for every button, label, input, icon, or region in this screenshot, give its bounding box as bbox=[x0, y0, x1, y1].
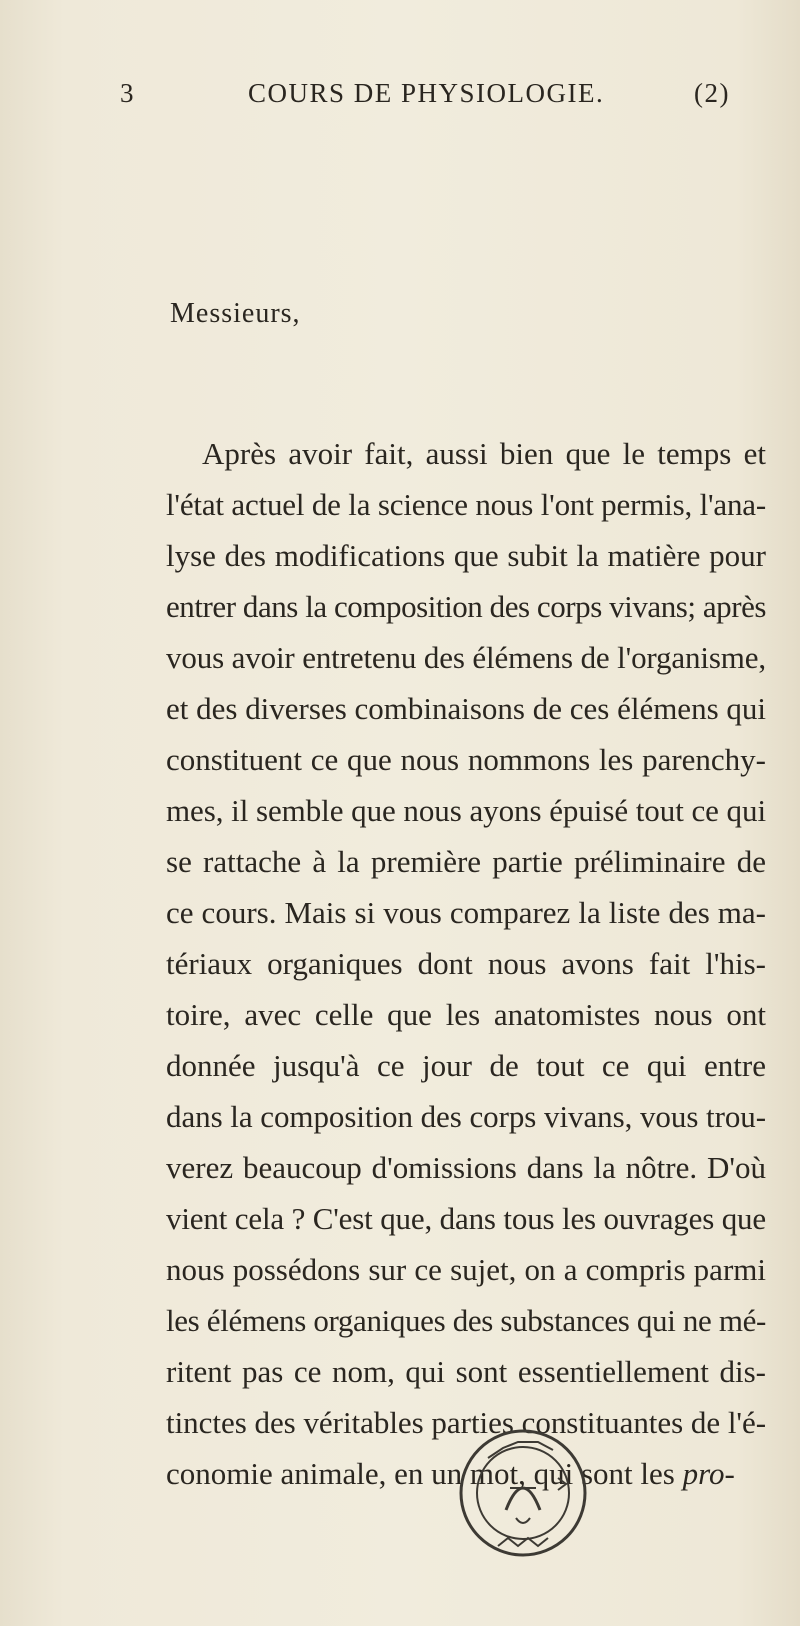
body-paragraph bbox=[166, 428, 766, 1499]
text-line bbox=[166, 1142, 766, 1193]
text-line-content: et des diverses combinaisons de ces élémens qui bbox=[166, 691, 766, 726]
text-line bbox=[166, 734, 766, 785]
text-line-content: verez beaucoup d'omissions dans la nôtre. D'où bbox=[166, 1150, 766, 1185]
text-line-content: ritent pas ce nom, qui sont essentiellement dis- bbox=[166, 1354, 766, 1389]
text-line-content: entrer dans la composition des corps vivans; après bbox=[166, 589, 767, 624]
text-line bbox=[166, 887, 766, 938]
text-line-content: toire, avec celle que les anatomistes nous ont bbox=[166, 997, 766, 1032]
text-line bbox=[166, 836, 766, 887]
running-header bbox=[0, 78, 800, 118]
page-number: (2) bbox=[694, 78, 730, 108]
text-line-content: Après avoir fait, aussi bien que le temps et bbox=[202, 436, 766, 471]
text-line-content: lyse des modifications que subit la matière pour bbox=[166, 538, 766, 573]
salutation: Messieurs, bbox=[170, 298, 301, 329]
text-line-content: tinctes des véritables parties constituantes de l'é- bbox=[166, 1405, 766, 1440]
text-line bbox=[166, 581, 766, 632]
text-line-content: l'état actuel de la science nous l'ont permis, l'ana- bbox=[166, 487, 767, 522]
text-line-content: dans la composition des corps vivans, vous trou- bbox=[166, 1099, 766, 1134]
text-line-content: conomie animale, en un mot, qui sont les bbox=[166, 1456, 675, 1491]
text-line bbox=[166, 632, 766, 683]
text-line-content: nous possédons sur ce sujet, on a compris parmi bbox=[166, 1252, 766, 1287]
text-line-content: les élémens organiques des substances qui ne mé- bbox=[166, 1303, 766, 1338]
text-line bbox=[166, 1346, 766, 1397]
text-line-content: mes, il semble que nous ayons épuisé tout ce qui bbox=[166, 793, 766, 828]
library-stamp-icon bbox=[448, 1418, 598, 1568]
text-line bbox=[166, 428, 766, 479]
text-line bbox=[166, 1193, 766, 1244]
text-line bbox=[166, 989, 766, 1040]
text-line bbox=[166, 479, 766, 530]
text-line-content: donnée jusqu'à ce jour de tout ce qui entre bbox=[166, 1048, 766, 1083]
text-line-content: ce cours. Mais si vous comparez la liste des ma- bbox=[166, 895, 766, 930]
text-line-content: vous avoir entretenu des élémens de l'organisme, bbox=[166, 640, 766, 675]
text-line-content: se rattache à la première partie préliminaire de bbox=[166, 844, 766, 879]
header-title: COURS DE PHYSIOLOGIE. bbox=[248, 78, 605, 108]
signature-mark: 3 bbox=[120, 78, 135, 108]
text-line bbox=[166, 785, 766, 836]
text-line bbox=[166, 1295, 766, 1346]
text-line bbox=[166, 530, 766, 581]
text-line-content: vient cela ? C'est que, dans tous les ouvrages que bbox=[166, 1201, 766, 1236]
text-line-content: tériaux organiques dont nous avons fait l'his- bbox=[166, 946, 766, 981]
text-line bbox=[166, 1244, 766, 1295]
text-line bbox=[166, 683, 766, 734]
text-line bbox=[166, 1040, 766, 1091]
text-line bbox=[166, 938, 766, 989]
text-line-content: constituent ce que nous nommons les parenchy- bbox=[166, 742, 766, 777]
hyphenated-word: pro- bbox=[674, 1456, 735, 1491]
text-line bbox=[166, 1091, 766, 1142]
